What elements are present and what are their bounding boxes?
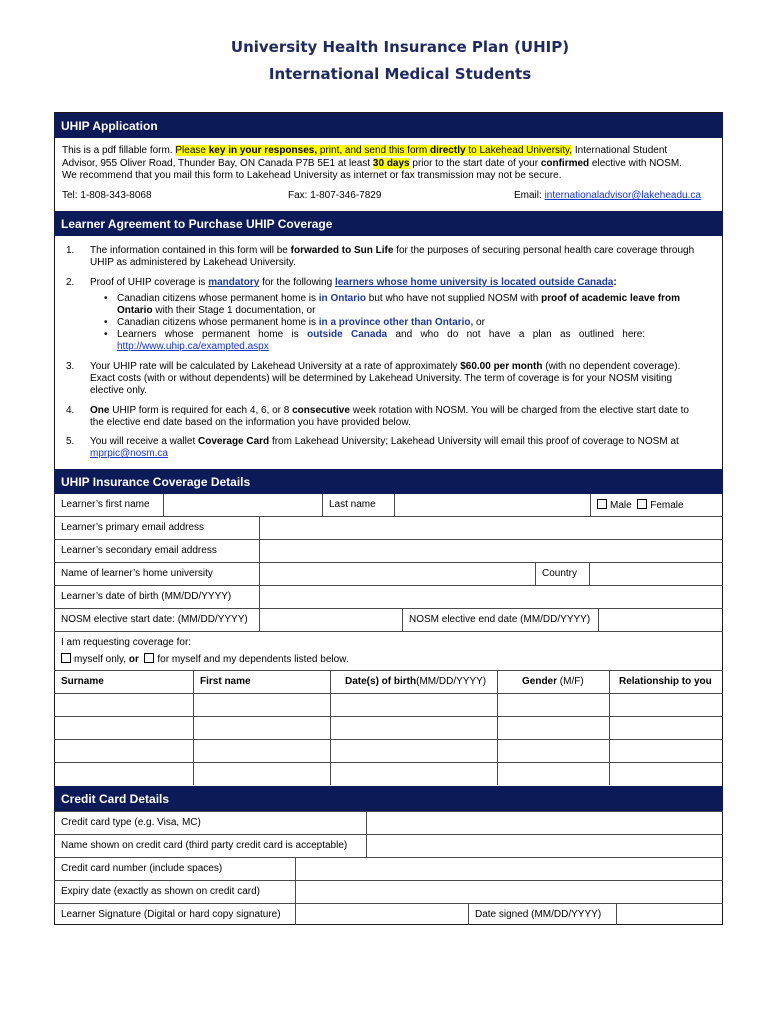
secondary-email-field[interactable] (260, 540, 722, 562)
col-first-name: First name (200, 676, 251, 687)
agreement-item-3-cont2: elective only. (90, 385, 148, 396)
gender-options: Male Female (597, 499, 684, 511)
fax-text: Fax: 1-807-346-7829 (288, 190, 382, 201)
dependent-row-4[interactable] (55, 763, 722, 785)
bullet-icon: • (104, 293, 108, 304)
dob-field[interactable] (260, 586, 722, 608)
agreement-item-1: The information contained in this form will be forwarded to Sun Life for the purposes of securing personal health care coverage through (90, 245, 695, 256)
country-field[interactable] (590, 563, 722, 585)
home-university-label: Name of learner’s home university (61, 568, 213, 579)
dob-label: Learner’s date of birth (MM/DD/YYYY) (61, 591, 232, 602)
home-university-field[interactable] (260, 563, 535, 585)
row-divider (54, 670, 723, 671)
agreement-item-4: One UHIP form is required for each 4, 6, or 8 consecutive week rotation with NOSM. You will be charged from the elective start date to (90, 405, 689, 416)
signature-label: Learner Signature (Digital or hard copy signature) (61, 909, 281, 920)
item-number-1: 1. (66, 245, 75, 256)
item-number-3: 3. (66, 361, 75, 372)
bullet-icon: • (104, 317, 108, 328)
dependent-row-3[interactable] (55, 740, 722, 762)
requesting-label: I am requesting coverage for: (61, 637, 192, 648)
card-number-label: Credit card number (include spaces) (61, 863, 223, 874)
intro-line-3: We recommend that you mail this form to Lakehead University as internet or fax transmission may not be secure. (62, 170, 562, 181)
section-header-coverage: UHIP Insurance Coverage Details (54, 469, 723, 494)
form-subtitle: International Medical Students (268, 65, 532, 83)
item-number-4: 4. (66, 405, 75, 416)
bullet-icon: • (104, 329, 108, 340)
agreement-item-3-cont: Exact costs (with or without dependents) will be determined by Lakehead University. The term of coverage is for your NOSM visiting (90, 373, 673, 384)
primary-email-field[interactable] (260, 517, 722, 539)
last-name-label: Last name (329, 499, 376, 510)
bullet-1-line-1: Canadian citizens whose permanent home is in Ontario but who have not supplied NOSM with proof of academic leave from (117, 293, 681, 304)
start-date-field[interactable] (260, 609, 402, 631)
agreement-item-1-cont: UHIP as administered by Lakehead University. (90, 257, 296, 268)
col-divider (322, 494, 323, 516)
bullet-3-line-1: Learners whose permanent home is outside Canada and who do not have a plan as outlined here: (117, 329, 646, 340)
section-header-uhip-application: UHIP Application (54, 113, 723, 138)
col-relationship: Relationship to you (619, 676, 712, 687)
card-type-field[interactable] (367, 812, 722, 834)
item-number-5: 5. (66, 436, 75, 447)
bullet-2: Canadian citizens whose permanent home is in a province other than Ontario, or (117, 317, 485, 328)
start-date-label: NOSM elective start date: (MM/DD/YYYY) (61, 614, 248, 625)
col-divider (402, 608, 403, 631)
col-surname: Surname (61, 676, 104, 687)
row-divider (54, 631, 723, 632)
country-label: Country (542, 568, 578, 579)
tel-text: Tel: 1-808-343-8068 (62, 190, 152, 201)
date-signed-label: Date signed (MM/DD/YYYY) (475, 909, 602, 920)
email-line: Email: internationaladvisor@lakeheadu.ca (514, 190, 701, 201)
card-name-label: Name shown on credit card (third party credit card is acceptable) (61, 840, 348, 851)
secondary-email-label: Learner’s secondary email address (61, 545, 217, 556)
exempted-link[interactable]: http://www.uhip.ca/exampted.aspx (117, 341, 269, 352)
expiry-label: Expiry date (exactly as shown on credit card) (61, 886, 260, 897)
col-gender: Gender (M/F) (522, 676, 584, 687)
first-name-label: Learner’s first name (61, 499, 150, 510)
intro-line-2: Advisor, 955 Oliver Road, Thunder Bay, ON Canada P7B 5E1 at least 30 days prior to the start date of your confirmed elective with NOSM. (62, 158, 682, 169)
card-name-field[interactable] (367, 835, 722, 857)
agreement-item-3: Your UHIP rate will be calculated by Lakehead University at a rate of approximately $60.00 per month (with no dependent coverage). (90, 361, 681, 372)
agreement-item-2: Proof of UHIP coverage is mandatory for the following learners whose home university is located outside Canada: (90, 277, 617, 288)
coverage-options: myself only, or for myself and my dependents listed below. (61, 653, 349, 665)
myself-only-checkbox[interactable] (61, 653, 71, 663)
nosm-email-link[interactable]: mprpic@nosm.ca (90, 448, 168, 459)
bullet-1-line-2: Ontario with their Stage 1 documentation, or (117, 305, 316, 316)
end-date-label: NOSM elective end date (MM/DD/YYYY) (409, 614, 591, 625)
form-title: University Health Insurance Plan (UHIP) (230, 38, 570, 56)
signature-field[interactable] (296, 904, 468, 925)
card-number-field[interactable] (296, 858, 722, 880)
col-dates-of-birth: Date(s) of birth(MM/DD/YYYY) (345, 676, 487, 687)
end-date-field[interactable] (599, 609, 722, 631)
myself-dependents-checkbox[interactable] (144, 653, 154, 663)
section-header-credit-card: Credit Card Details (54, 786, 723, 811)
col-divider (590, 494, 591, 516)
item-number-2: 2. (66, 277, 75, 288)
card-type-label: Credit card type (e.g. Visa, MC) (61, 817, 201, 828)
female-checkbox[interactable] (637, 499, 647, 509)
agreement-item-4-cont: the elective end date based on the information you have provided below. (90, 417, 411, 428)
expiry-field[interactable] (296, 881, 722, 903)
col-divider (468, 903, 469, 925)
col-divider (535, 562, 536, 585)
dependent-row-1[interactable] (55, 694, 722, 716)
intro-line-1: This is a pdf fillable form. Please key in your responses, print, and send this form directly to Lakehead University, International Student (62, 145, 668, 156)
male-checkbox[interactable] (597, 499, 607, 509)
first-name-field[interactable] (164, 494, 322, 516)
date-signed-field[interactable] (617, 904, 722, 925)
dependent-row-2[interactable] (55, 717, 722, 739)
last-name-field[interactable] (395, 494, 590, 516)
primary-email-label: Learner’s primary email address (61, 522, 205, 533)
email-link[interactable]: internationaladvisor@lakeheadu.ca (544, 190, 701, 201)
agreement-item-5: You will receive a wallet Coverage Card from Lakehead University; Lakehead University will email this proof of coverage to NOSM at (90, 436, 679, 447)
section-header-agreement: Learner Agreement to Purchase UHIP Coverage (54, 211, 723, 236)
